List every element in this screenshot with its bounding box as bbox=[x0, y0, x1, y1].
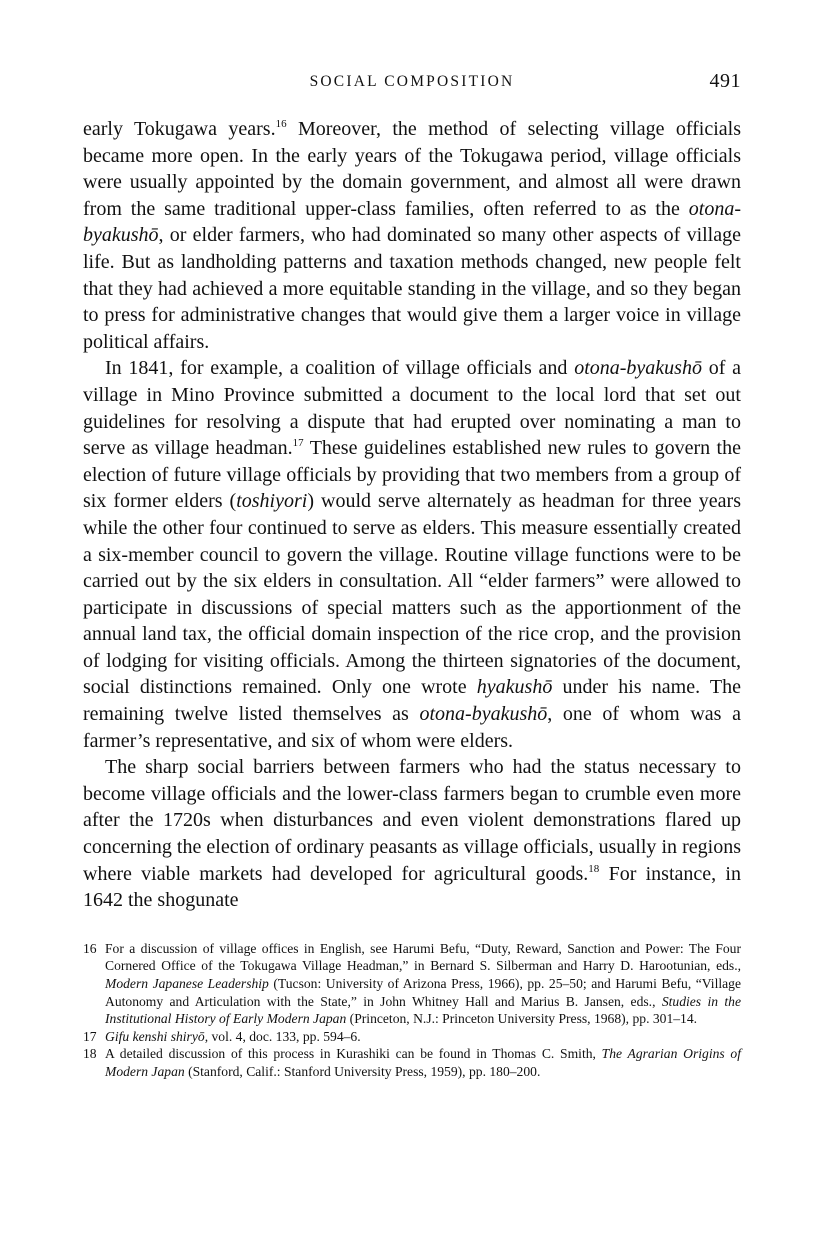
text-run: For a discussion of village offices in English, see Harumi Befu, “Duty, Reward, Sanction and Power: The Four Cornered Office of the Tokugawa Village Headman,” in Bernard S. Silberman and Harry D. Harootunian, eds., bbox=[105, 940, 741, 974]
italic-term: hyakushō bbox=[476, 676, 553, 699]
book-page bbox=[83, 70, 741, 1081]
text-run: A detailed discussion of this process in Kurashiki can be found in Thomas C. Smith, bbox=[105, 1046, 602, 1062]
footnote-reference: 18 bbox=[588, 862, 600, 875]
italic-term: otona-byakushō bbox=[574, 357, 702, 380]
footnote-reference: 16 bbox=[275, 118, 287, 130]
paragraph bbox=[83, 355, 741, 754]
text-run: (Stanford, Calif.: Stanford University Press, 1959), pp. 180–200. bbox=[184, 1063, 541, 1079]
text-run: (Princeton, N.J.: Princeton University Press, 1968), pp. 301–14. bbox=[346, 1011, 698, 1027]
footnote-number: 17 bbox=[83, 1028, 97, 1044]
running-header bbox=[83, 70, 741, 100]
text-run: The sharp social barriers between farmers who had the status necessary to become village officials and the lower-class farmers began to crumble even more after the 1720s when disturbances and even violent demonstrations flared up concerning the election of ordinary peasants as village officials, usually in regions where viable markets had developed for agricultural goods. bbox=[83, 756, 741, 885]
text-run: (Tucson: University of Arizona Press, 1966), pp. 25–50; and Harumi Befu, “Village Autonomy and Articulation with the State,” in John Whitney Hall and Marius B. Jansen, eds., bbox=[105, 976, 741, 1009]
text-run: early Tokugawa years. bbox=[83, 118, 276, 140]
footnote bbox=[83, 1045, 741, 1080]
italic-term: Modern Japanese Leadership bbox=[105, 976, 269, 991]
running-title: SOCIAL COMPOSITION bbox=[309, 73, 515, 90]
paragraph bbox=[83, 116, 741, 355]
text-run: ) would serve alternately as headman for three years while the other four continued to serve as elders. This measure essentially created a six-member council to govern the village. Routine village functions were to be carried out by the six elders in consultation. All “elder farmers” were allowed to participate in discussions of special matters such as the apportionment of the annual land tax, the official domain inspection of the rice crop, and the provision of lodging for visiting officials. Among the thirteen signatories of the document, social distinctions remained. Only one wrote bbox=[83, 490, 741, 699]
text-run: under his name. The remaining twelve listed themselves as bbox=[83, 676, 741, 726]
footnote-text bbox=[105, 941, 741, 1026]
page-number: 491 bbox=[709, 70, 741, 92]
text-run: Moreover, the method of selecting village officials became more open. In the early years of the Tokugawa period, village officials were usually appointed by the domain government, and almost all were drawn from the same traditional upper-class families, often referred to as the bbox=[83, 118, 741, 220]
footnote-text bbox=[105, 1046, 741, 1079]
text-run: , or elder farmers, who had dominated so many other aspects of village life. But as landholding patterns and taxation methods changed, new people felt that they had achieved a more equitable standing in the village, and so they began to press for administrative changes that would give them a larger voice in village political affairs. bbox=[83, 224, 741, 353]
italic-term: otona-byakushō bbox=[419, 703, 548, 726]
italic-term: The Agrarian Origins of Modern Japan bbox=[105, 1046, 741, 1079]
text-run: For instance, in 1642 the shogunate bbox=[83, 862, 741, 912]
text-run: , one of whom was a farmer’s representative, and six of whom were elders. bbox=[83, 703, 741, 752]
footnote bbox=[83, 940, 741, 1028]
footnote-number: 16 bbox=[83, 940, 97, 956]
text-run: , vol. 4, doc. 133, pp. 594–6. bbox=[204, 1028, 361, 1044]
footnote bbox=[83, 1028, 741, 1046]
italic-term: otona-byakushō bbox=[83, 197, 741, 247]
italic-term: toshiyori bbox=[236, 490, 308, 513]
footnote-number: 18 bbox=[83, 1046, 97, 1062]
text-run: In 1841, for example, a coalition of village officials and bbox=[105, 357, 575, 380]
paragraph bbox=[83, 754, 741, 914]
footnote-reference: 17 bbox=[292, 437, 304, 450]
italic-term: Gifu kenshi shiryō bbox=[105, 1028, 205, 1044]
footnote-text bbox=[105, 1029, 361, 1044]
text-run: of a village in Mino Province submitted a document to the local lord that set out guidelines for resolving a dispute that had erupted over nominating a man to serve as village headman. bbox=[83, 357, 741, 460]
body-text bbox=[83, 116, 741, 914]
footnotes bbox=[83, 940, 741, 1081]
italic-term: Studies in the Institutional History of Early Modern Japan bbox=[105, 993, 741, 1027]
text-run: These guidelines established new rules to govern the election of future village officials by providing that two members from a group of six former elders ( bbox=[83, 437, 741, 513]
